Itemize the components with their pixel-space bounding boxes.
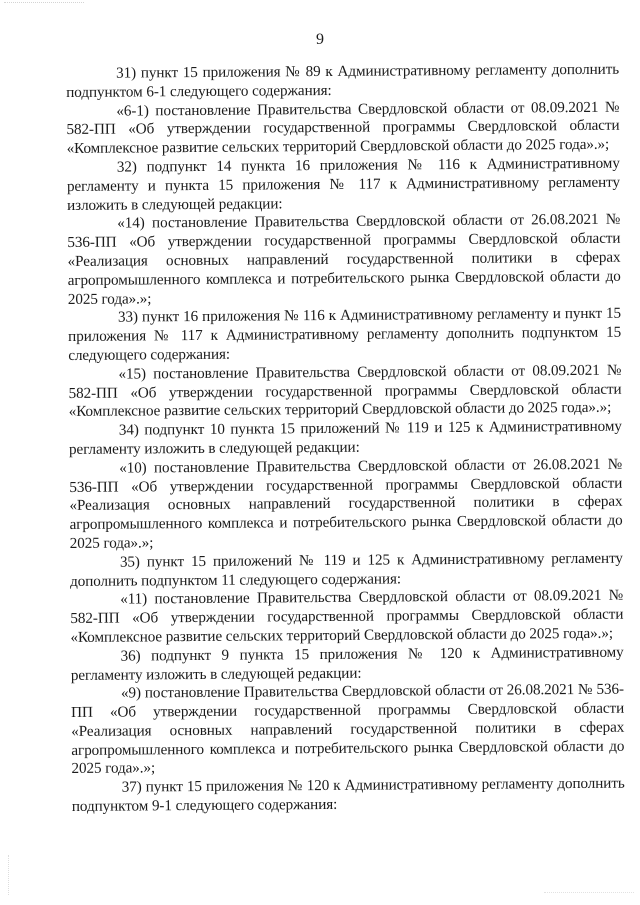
paragraph-34: 34) подпункт 10 пункта 15 приложений № 119 и 125 к Административному регламенту изложить в следующей редакции: — [68, 417, 622, 458]
quote-6-1: «6-1) постановление Правительства Свердловской области от 08.09.2021 № 582-ПП «Об утверждении государственной программы Свердловской области «Комплексное развитие сельских территорий Свердловской области до 2025 года».»; — [66, 98, 620, 158]
quote-9: «9) постановление Правительства Свердловской области от 26.08.2021 № 536-ПП «Об утверждении государственной программы Свердловской области «Реализация основных направлений государственной политики в сферах агропромышленного комплекса и потребительского рынка Свердловской области до 2025 года».»; — [71, 680, 625, 778]
paragraph-33: 33) пункт 16 приложения № 116 к Административному регламенту и пункт 15 приложения № 117 к Административному регламенту дополнить подпунктом 15 следующего содержания: — [68, 305, 622, 364]
quote-11: «11) постановление Правительства Свердловской области от 08.09.2021 № 582-ПП «Об утверждении государственной программы Свердловской области «Комплексное развитие сельских территорий Свердловской области до 2025 года».»; — [70, 586, 624, 646]
quote-15: «15) постановление Правительства Свердловской области от 08.09.2021 № 582-ПП «Об утверждении государственной программы Свердловской области «Комплексное развитие сельских территорий Свердловской области до 2025 года».»; — [68, 361, 622, 421]
scan-artifact-top — [4, 2, 84, 9]
scan-artifact-bottom — [544, 892, 634, 895]
paragraph-36: 36) подпункт 9 пункта 15 приложения № 120 к Административному регламенту изложить в следующей редакции: — [70, 643, 624, 684]
quote-10: «10) постановление Правительства Свердловской области от 26.08.2021 № 536-ПП «Об утверждении государственной программы Свердловской области «Реализация основных направлений государственной политики в сферах агропромышленного комплекса и потребительского рынка Свердловской области до 2025 года».»; — [69, 455, 623, 552]
paragraph-35: 35) пункт 15 приложений № 119 и 125 к Административному регламенту дополнить подпунктом 11 следующего содержания: — [69, 549, 623, 590]
paragraph-37: 37) пункт 15 приложения № 120 к Административному регламенту дополнить подпунктом 9-1 следующего содержания: — [71, 774, 625, 816]
paragraph-32: 32) подпункт 14 пункта 16 приложения № 116 к Административному регламенту и пункта 15 приложения № 117 к Административному регламенту изложить в следующей редакции: — [66, 154, 621, 214]
paragraph-31: 31) пункт 15 приложения № 89 к Административному регламенту дополнить подпунктом 6-1 следующего содержания: — [66, 60, 620, 101]
scan-artifact-left — [8, 855, 11, 895]
quote-14: «14) постановление Правительства Свердловской области от 26.08.2021 № 536-ПП «Об утверждении государственной программы Свердловской области «Реализация основных направлений государственной политики в сферах агропромышленного комплекса и потребительского рынка Свердловской области до 2025 года».»; — [67, 211, 621, 308]
page-number: 9 — [316, 31, 324, 48]
document-body — [66, 61, 625, 817]
